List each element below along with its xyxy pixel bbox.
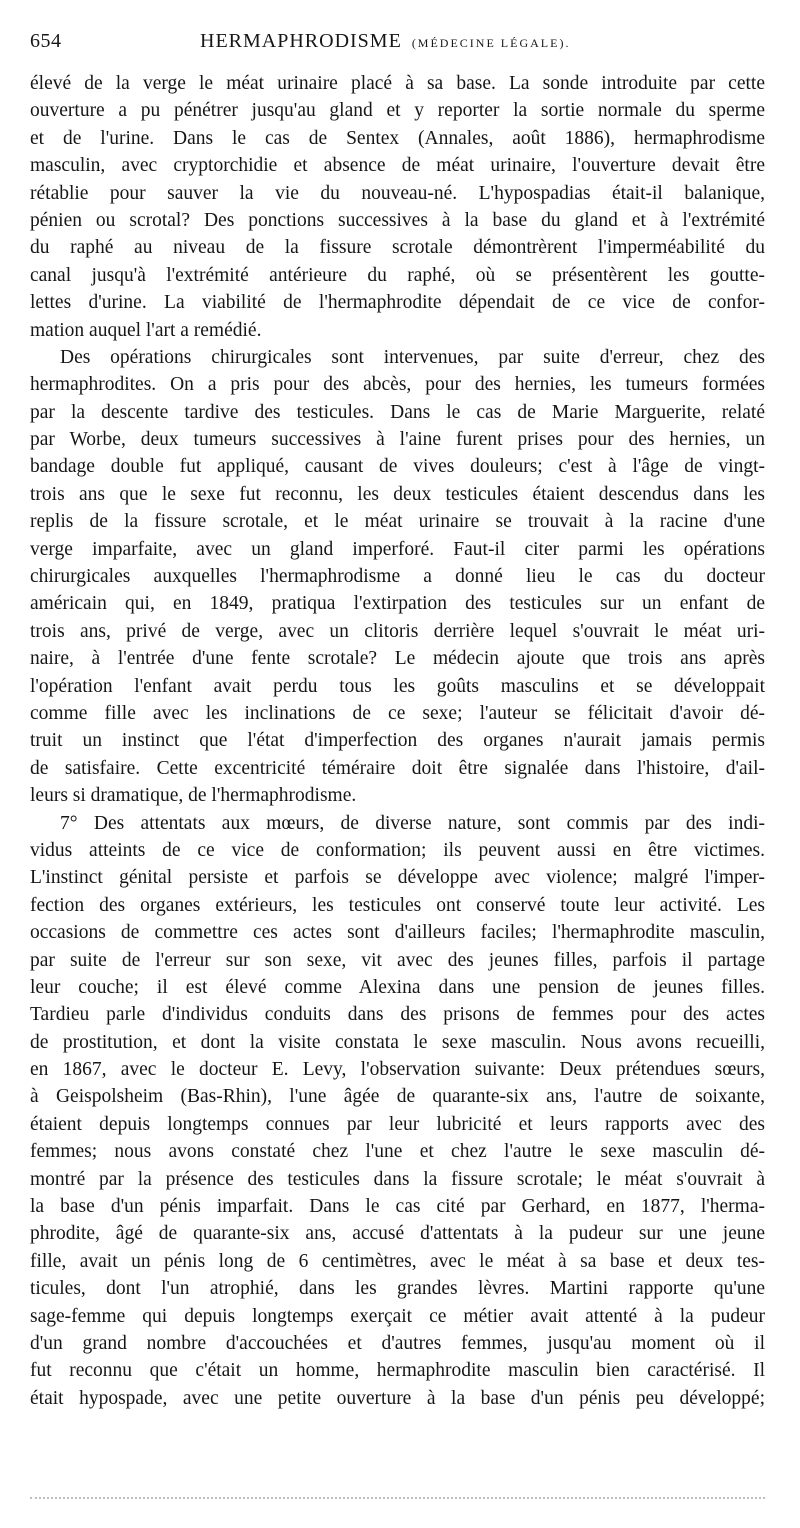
text-line: de prostitution, et dont la visite constata le sexe masculin. Nous avons recueilli, <box>30 1031 765 1053</box>
text-line: pénien ou scrotal? Des ponctions successives à la base du gland et à l'extrémité <box>30 209 765 231</box>
text-line: Tardieu parle d'individus conduits dans des prisons de femmes pour des actes <box>30 1004 765 1026</box>
text-line: sage-femme qui depuis longtemps exerçait ce métier avait attenté à la pudeur <box>30 1305 765 1327</box>
running-header <box>30 30 765 56</box>
running-title: HERMAPHRODISME <box>200 30 402 52</box>
text-line: occasions de commettre ces actes sont d'ailleurs faciles; l'hermaphrodite masculin, <box>30 922 765 944</box>
text-line: élevé de la verge le méat urinaire placé à sa base. La sonde introduite par cette <box>30 73 765 94</box>
text-line: ticules, dont l'un atrophié, dans les grandes lèvres. Martini rapporte qu'une <box>30 1278 765 1300</box>
text-line: d'un grand nombre d'accouchées et d'autres femmes, jusqu'au moment où il <box>30 1332 765 1354</box>
text-line: chirurgicales auxquelles l'hermaphrodisme a donné lieu le cas du docteur <box>30 566 765 588</box>
running-subtitle: (MÉDECINE LÉGALE). <box>411 36 571 50</box>
text-line: l'opération l'enfant avait perdu tous les goûts masculins et se développait <box>30 675 765 697</box>
text-line: fection des organes extérieurs, les testicules ont conservé toute leur activité. Les <box>30 894 765 916</box>
text-line: naire, à l'entrée d'une fente scrotale? Le médecin ajoute que trois ans après <box>30 648 765 670</box>
text-line: canal jusqu'à l'extrémité antérieure du raphé, où se présentèrent les goutte- <box>30 264 765 286</box>
text-line: par Worbe, deux tumeurs successives à l'aine furent prises pour des hernies, un <box>30 429 765 451</box>
text-line: montré par la présence des testicules dans la fissure scrotale; le méat s'ouvrait à <box>30 1168 765 1190</box>
text-line: verge imparfaite, avec un gland imperforé. Faut-il citer parmi les opérations <box>30 538 765 560</box>
text-line: rétablie pour sauver la vie du nouveau-né. L'hypospadias était-il balanique, <box>30 182 765 204</box>
text-line: en 1867, avec le docteur E. Levy, l'observation suivante: Deux prétendues sœurs, <box>30 1059 765 1081</box>
text-line: fille, avait un pénis long de 6 centimètres, avec le méat à sa base et deux tes- <box>30 1250 765 1272</box>
text-line: truit un instinct que l'état d'imperfection des organes n'aurait jamais permis <box>30 730 765 752</box>
text-line: phrodite, âgé de quarante-six ans, accusé d'attentats à la pudeur sur une jeune <box>30 1223 765 1245</box>
text-line: femmes; nous avons constaté chez l'une et chez l'autre le sexe masculin dé- <box>30 1141 765 1163</box>
text-line: la base d'un pénis imparfait. Dans le cas cité par Gerhard, en 1877, l'herma- <box>30 1196 765 1218</box>
text-line: comme fille avec les inclinations de ce sexe; l'auteur se félicitait d'avoir dé- <box>30 702 765 724</box>
body-text <box>30 70 765 1412</box>
text-line: trois ans, privé de verge, avec un clitoris derrière lequel s'ouvrait le méat uri- <box>30 620 765 642</box>
text-line: hermaphrodites. On a pris pour des abcès, pour des hernies, les tumeurs formées <box>30 374 765 396</box>
text-line: replis de la fissure scrotale, et le méat urinaire se trouvait à la racine d'une <box>30 511 765 533</box>
text-line: leurs si dramatique, de l'hermaphrodisme. <box>30 785 357 807</box>
text-line: à Geispolsheim (Bas-Rhin), l'une âgée de quarante-six ans, l'autre de soixante, <box>30 1086 765 1108</box>
text-line: américain qui, en 1849, pratiqua l'extirpation des testicules sur un enfant de <box>30 593 765 615</box>
paragraph-start-line: 7° Des attentats aux mœurs, de diverse nature, sont commis par des indi- <box>60 812 765 834</box>
footer-dotted-rule <box>30 1497 765 1501</box>
text-line: par la descente tardive des testicules. Dans le cas de Marie Marguerite, relaté <box>30 401 765 423</box>
text-line: lettes d'urine. La viabilité de l'hermaphrodite dépendait de ce vice de confor- <box>30 292 765 314</box>
text-line: du raphé au niveau de la fissure scrotale démontrèrent l'imperméabilité du <box>30 237 765 259</box>
text-line: de satisfaire. Cette excentricité téméraire doit être signalée dans l'histoire, d'ail- <box>30 757 765 779</box>
text-line: vidus atteints de ce vice de conformation; ils peuvent aussi en être victimes. <box>30 839 765 861</box>
text-line: L'instinct génital persiste et parfois se développe avec violence; malgré l'imper- <box>30 867 765 889</box>
page-number: 654 <box>30 30 62 52</box>
text-line: masculin, avec cryptorchidie et absence de méat urinaire, l'ouverture devait être <box>30 155 765 177</box>
paragraph-start-line: Des opérations chirurgicales sont intervenues, par suite d'erreur, chez des <box>60 346 765 368</box>
text-line: étaient depuis longtemps connues par leur lubricité et leurs rapports avec des <box>30 1113 765 1135</box>
text-line: ouverture a pu pénétrer jusqu'au gland et y reporter la sortie normale du sperme <box>30 100 765 122</box>
text-line: bandage double fut appliqué, causant de vives douleurs; c'est à l'âge de vingt- <box>30 456 765 478</box>
text-line: trois ans que le sexe fut reconnu, les deux testicules étaient descendus dans les <box>30 483 765 505</box>
text-line: par suite de l'erreur sur son sexe, vit avec des jeunes filles, parfois il partage <box>30 949 765 971</box>
text-line: était hypospade, avec une petite ouverture à la base d'un pénis peu développé; <box>30 1387 765 1409</box>
text-line: et de l'urine. Dans le cas de Sentex (Annales, août 1886), hermaphrodisme <box>30 127 765 149</box>
text-line: fut reconnu que c'était un homme, hermaphrodite masculin bien caractérisé. Il <box>30 1360 765 1382</box>
text-line: mation auquel l'art a remédié. <box>30 319 262 341</box>
text-line: leur couche; il est élevé comme Alexina dans une pension de jeunes filles. <box>30 976 765 998</box>
